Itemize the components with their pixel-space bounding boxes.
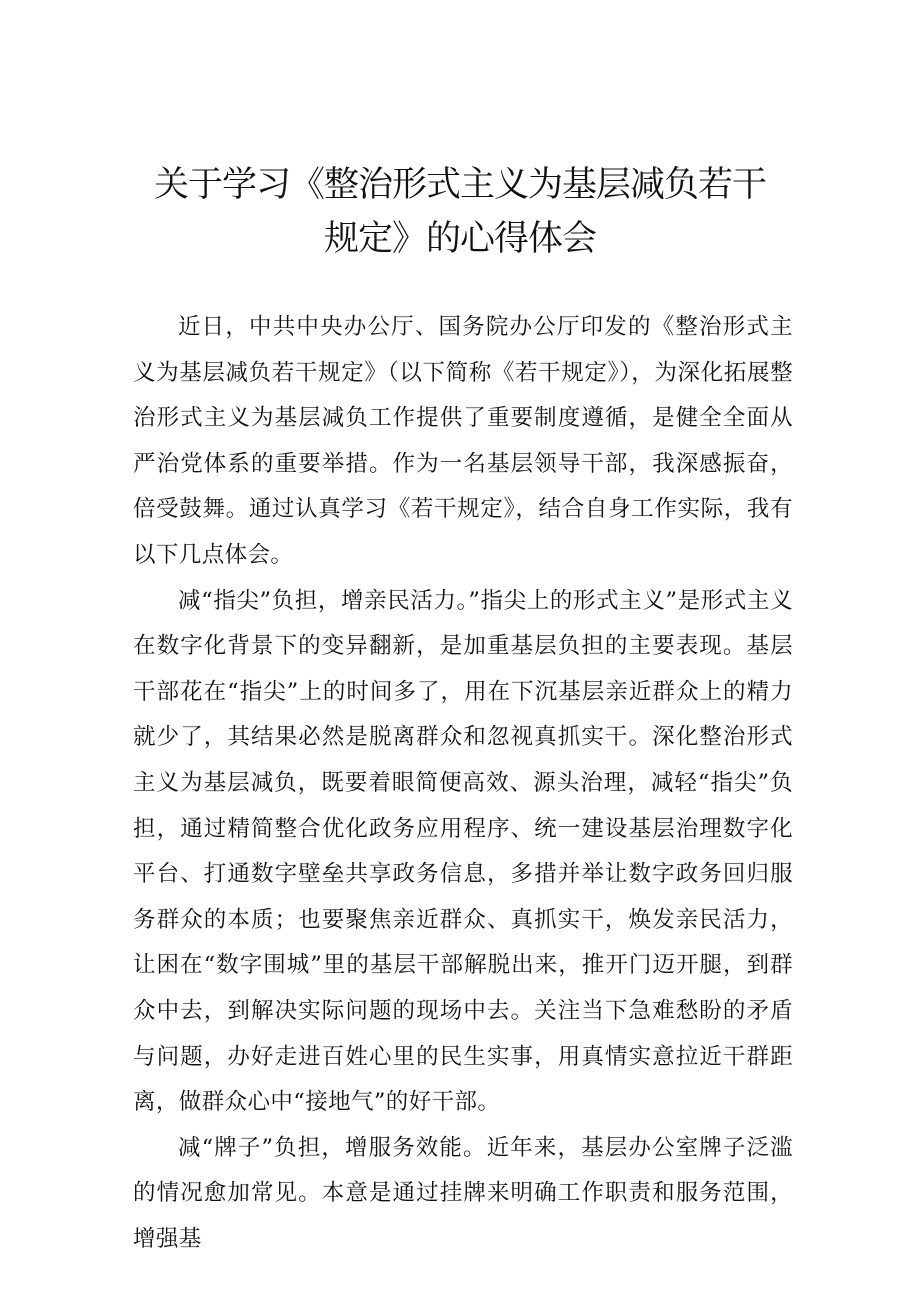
title-line-2: 规定》的心得体会 xyxy=(323,219,596,259)
paragraph-intro: 近日，中共中央办公厅、国务院办公厅印发的《整治形式主义为基层减负若干规定》（以下简称《若干规定》），为深化拓展整治形式主义为基层减负工作提供了重要制度遵循，是健全全面从严治党体系的重要举措。作为一名基层领导干部，我深感振奋，倍受鼓舞。通过认真学习《若干规定》，结合自身工作实际，我有以下几点体会。 xyxy=(133,314,793,568)
document-body xyxy=(133,305,793,1262)
paragraph-signboard-burden: 减“牌子”负担，增服务效能。近年来，基层办公室牌子泛滥的情况愈加常见。本意是通过挂牌来明确工作职责和服务范围，增强基 xyxy=(133,1134,793,1252)
document-title xyxy=(130,158,790,266)
title-line-1: 关于学习《整治形式主义为基层减负若干 xyxy=(153,165,766,205)
paragraph-fingertip-burden: 减“指尖”负担，增亲民活力。”指尖上的形式主义”是形式主义在数字化背景下的变异翻新，是加重基层负担的主要表现。基层干部花在“指尖”上的时间多了，用在下沉基层亲近群众上的精力就少了，其结果必然是脱离群众和忽视真抓实干。深化整治形式主义为基层减负，既要着眼简便高效、源头治理，减轻“指尖”负担，通过精简整合优化政务应用程序、统一建设基层治理数字化平台、打通数字壁垒共享政务信息，多措并举让数字政务回归服务群众的本质；也要聚焦亲近群众、真抓实干，焕发亲民活力，让困在“数字围城”里的基层干部解脱出来，推开门迈开腿，到群众中去，到解决实际问题的现场中去。关注当下急难愁盼的矛盾与问题，办好走进百姓心里的民生实事，用真情实意拉近干群距离，做群众心中“接地气”的好干部。 xyxy=(133,587,793,1116)
